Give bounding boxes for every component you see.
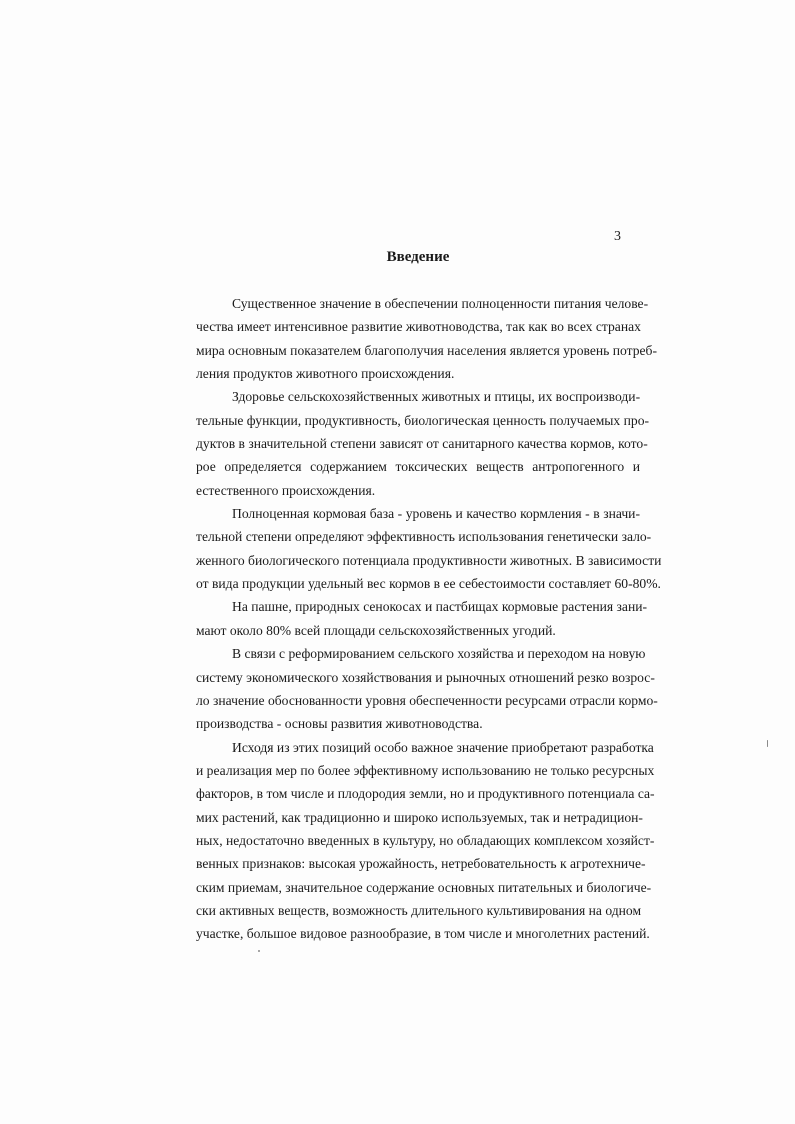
text-line: В связи с реформированием сельского хозяйства и переходом на новую <box>232 646 646 662</box>
text-line: мают около 80% всей площади сельскохозяйственных угодий. <box>196 622 556 638</box>
paragraph-1 <box>196 292 658 385</box>
text-line: чества имеет интенсивное развитие животноводства, так как во всех странах <box>196 319 641 335</box>
text-line: тельные функции, продуктивность, биологическая ценность получаемых про- <box>196 412 650 428</box>
text-line: ло значение обоснованности уровня обеспеченности ресурсами отрасли кормо- <box>196 692 658 708</box>
text-line: участке, большое видовое разнообразие, в том числе и многолетних растений. <box>196 926 650 942</box>
text-line: ским приемам, значительное содержание основных питательных и биологиче- <box>196 879 652 895</box>
text-line: На пашне, природных сенокосах и пастбищах кормовые растения зани- <box>232 599 648 615</box>
text-line: Здоровье сельскохозяйственных животных и птицы, их воспроизводи- <box>232 389 641 405</box>
text-line: от вида продукции удельный вес кормов в ее себестоимости составляет 60-80%. <box>196 576 661 592</box>
text-line: систему экономического хозяйствования и рыночных отношений резко возрос- <box>196 669 655 685</box>
text-line: факторов, в том числе и плодородия земли, но и продуктивного потенциала са- <box>196 786 655 802</box>
paragraph-6 <box>196 736 655 946</box>
text-line: мира основным показателем благополучия населения является уровень потреб- <box>196 342 658 358</box>
scan-speck <box>767 740 768 747</box>
text-line: женного биологического потенциала продуктивности животных. В зависимости <box>196 552 662 568</box>
text-line: Существенное значение в обеспечении полноценности питания челове- <box>232 296 649 311</box>
text-line: Исходя из этих позиций особо важное значение приобретают разработка <box>232 739 654 755</box>
paragraph-2 <box>196 385 650 502</box>
text-line: дуктов в значительной степени зависят от санитарного качества кормов, кото- <box>196 436 648 452</box>
text-line: ных, недостаточно введенных в культуру, но обладающих комплексом хозяйст- <box>196 832 655 848</box>
text-line: тельной степени определяют эффективность использования генетически зало- <box>196 529 652 545</box>
text-line: ски активных веществ, возможность длительного культивирования на одном <box>196 902 642 918</box>
body-text <box>196 292 662 946</box>
scan-speck <box>258 950 260 952</box>
paragraph-3 <box>196 502 662 595</box>
text-line: и реализация мер по более эффективному использованию не только ресурсных <box>196 762 655 778</box>
text-line: производства - основы развития животноводства. <box>196 716 483 732</box>
text-line: Полноценная кормовая база - уровень и качество кормления - в значи- <box>232 506 640 522</box>
text-line: естественного происхождения. <box>196 482 376 498</box>
paragraph-4 <box>196 595 648 642</box>
text-line: венных признаков: высокая урожайность, нетребовательность к агротехниче- <box>196 856 646 872</box>
page-number: 3 <box>614 229 621 244</box>
text-line: рое определяется содержанием токсических веществ антропогенного и <box>196 459 640 475</box>
paragraph-5 <box>196 642 658 735</box>
text-line: мих растений, как традиционно и широко используемых, так и нетрадицион- <box>196 809 643 825</box>
page-title: Введение <box>386 249 450 265</box>
text-line: ления продуктов животного происхождения. <box>196 366 455 382</box>
